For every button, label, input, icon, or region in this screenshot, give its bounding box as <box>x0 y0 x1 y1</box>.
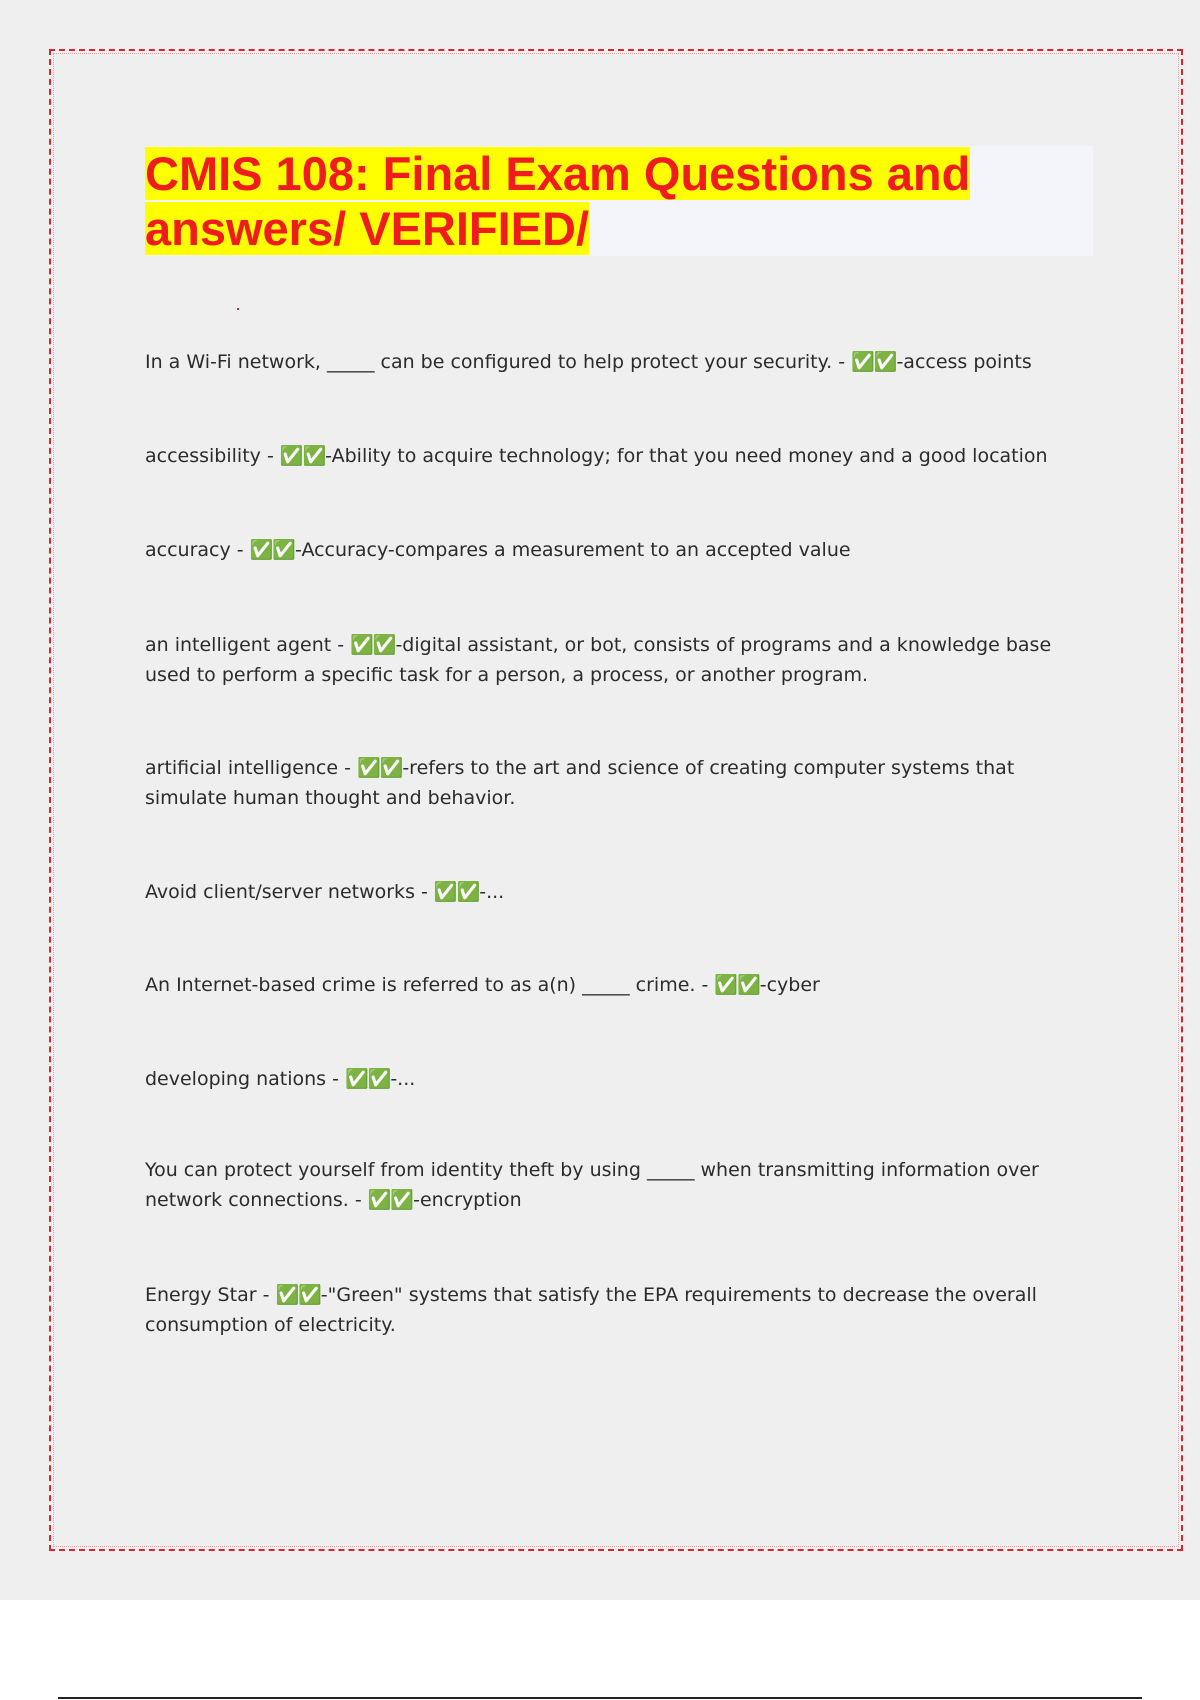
qa-answer: -access points <box>896 351 1032 373</box>
qa-question: Avoid client/server networks <box>145 881 415 903</box>
check-icon: ✅✅ <box>367 1189 414 1211</box>
qa-entry: an intelligent agent - ✅✅-digital assistant, or bot, consists of programs and a knowledge base used to perform a specific task for a person, a process, or another program. <box>145 634 1052 686</box>
qa-entry: accuracy - ✅✅-Accuracy-compares a measurement to an accepted value <box>145 539 851 561</box>
check-icon: ✅✅ <box>345 1068 391 1090</box>
qa-question: Energy Star <box>145 1284 257 1306</box>
qa-entry: developing nations - ✅✅-... <box>145 1068 416 1090</box>
qa-question: An Internet-based crime is referred to as a(n) _____ crime. <box>145 974 696 996</box>
qa-answer: -Ability to acquire technology; for that you need money and a good location <box>325 445 1048 467</box>
check-icon: ✅✅ <box>714 974 760 996</box>
qa-question: You can protect yourself from identity theft by using _____ when transmitting information over network connections. <box>145 1159 1039 1211</box>
footer-rule <box>58 1697 1142 1699</box>
check-icon: ✅✅ <box>279 445 326 467</box>
qa-question: an intelligent agent <box>145 634 332 656</box>
qa-answer: -... <box>479 881 505 903</box>
check-icon: ✅✅ <box>249 539 295 561</box>
check-icon: ✅✅ <box>433 881 480 903</box>
qa-answer: -Accuracy-compares a measurement to an accepted value <box>295 539 851 561</box>
document-title <box>145 146 1045 256</box>
qa-question: artificial intelligence <box>145 757 339 779</box>
qa-entry: In a Wi-Fi network, _____ can be configured to help protect your security. - ✅✅-access points <box>145 351 1032 373</box>
title-line-2: answers/ VERIFIED/ <box>145 202 590 255</box>
qa-entry: artificial intelligence - ✅✅-refers to the art and science of creating computer systems that simulate human thought and behavior. <box>145 757 1015 809</box>
check-icon: ✅✅ <box>350 634 396 656</box>
qa-answer: -digital assistant, or bot, consists of programs and a knowledge base used to perform a specific task for a person, a process, or another program. <box>145 634 1052 686</box>
check-icon: ✅✅ <box>851 351 897 373</box>
check-icon: ✅✅ <box>357 757 403 779</box>
qa-answer: -cyber <box>759 974 820 996</box>
qa-entry: An Internet-based crime is referred to as a(n) _____ crime. - ✅✅-cyber <box>145 974 820 996</box>
qa-answer: -refers to the art and science of creating computer systems that simulate human thought and behavior. <box>145 757 1015 809</box>
qa-entry: You can protect yourself from identity theft by using _____ when transmitting information over network connections. - ✅✅-encryption <box>145 1159 1039 1211</box>
qa-question: developing nations <box>145 1068 327 1090</box>
qa-answer: -encryption <box>413 1189 522 1211</box>
qa-question: accuracy <box>145 539 231 561</box>
check-icon: ✅✅ <box>275 1284 321 1306</box>
stray-dot <box>237 308 239 310</box>
qa-entry: Avoid client/server networks - ✅✅-... <box>145 881 505 903</box>
title-line-1: CMIS 108: Final Exam Questions and <box>145 147 971 200</box>
qa-question: accessibility <box>145 445 261 467</box>
qa-entry: accessibility - ✅✅-Ability to acquire technology; for that you need money and a good location <box>145 445 1048 467</box>
qa-question: In a Wi-Fi network, _____ can be configured to help protect your security. <box>145 351 833 373</box>
qa-entry: Energy Star - ✅✅-"Green" systems that satisfy the EPA requirements to decrease the overall consumption of electricity. <box>145 1284 1037 1336</box>
qa-answer: -... <box>390 1068 416 1090</box>
qa-answer: -"Green" systems that satisfy the EPA requirements to decrease the overall consumption of electricity. <box>145 1284 1037 1336</box>
